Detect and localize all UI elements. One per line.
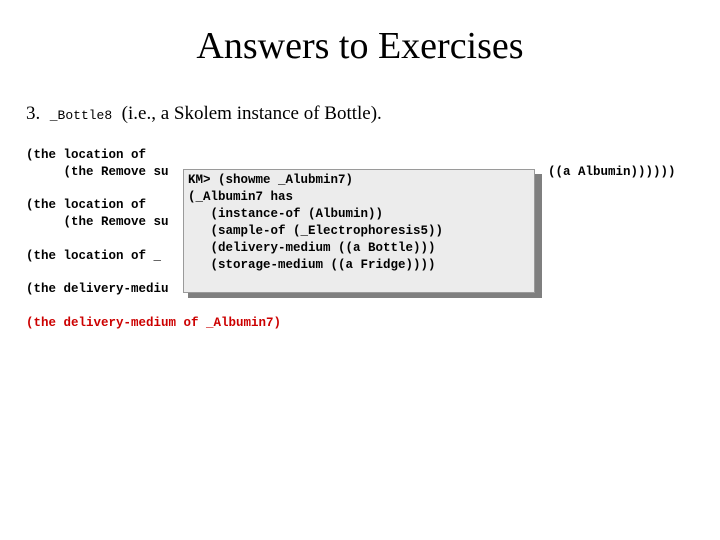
- code-line-1: (the location of: [26, 148, 147, 162]
- popup-line: KM> (showme _Alubmin7): [188, 173, 354, 187]
- popup-line: (delivery-medium ((a Bottle))): [188, 241, 436, 255]
- code-line-2: (the Remove su: [26, 165, 169, 179]
- popup-line: (sample-of (_Electrophoresis5)): [188, 224, 444, 238]
- popup-line: (storage-medium ((a Fridge)))): [188, 258, 436, 272]
- slide-title: Answers to Exercises: [196, 25, 524, 67]
- code-line-2-end: ((a Albumin)))))): [548, 165, 676, 179]
- km-output-popup: [183, 169, 535, 293]
- item-number: 3.: [26, 103, 41, 124]
- code-line-red: (the delivery-medium of _Albumin7): [26, 316, 282, 330]
- code-line-5: (the location of _: [26, 249, 162, 263]
- item-note: (i.e., a Skolem instance of Bottle).: [121, 103, 382, 124]
- popup-line: (instance-of (Albumin)): [188, 207, 384, 221]
- code-line-6: (the delivery-mediu: [26, 282, 169, 296]
- code-line-4: (the Remove su: [26, 215, 169, 229]
- popup-line: (_Albumin7 has: [188, 190, 294, 204]
- code-line-3: (the location of: [26, 198, 147, 212]
- exercise-answer-3: [26, 102, 382, 128]
- skolem-instance: _Bottle8: [49, 108, 113, 123]
